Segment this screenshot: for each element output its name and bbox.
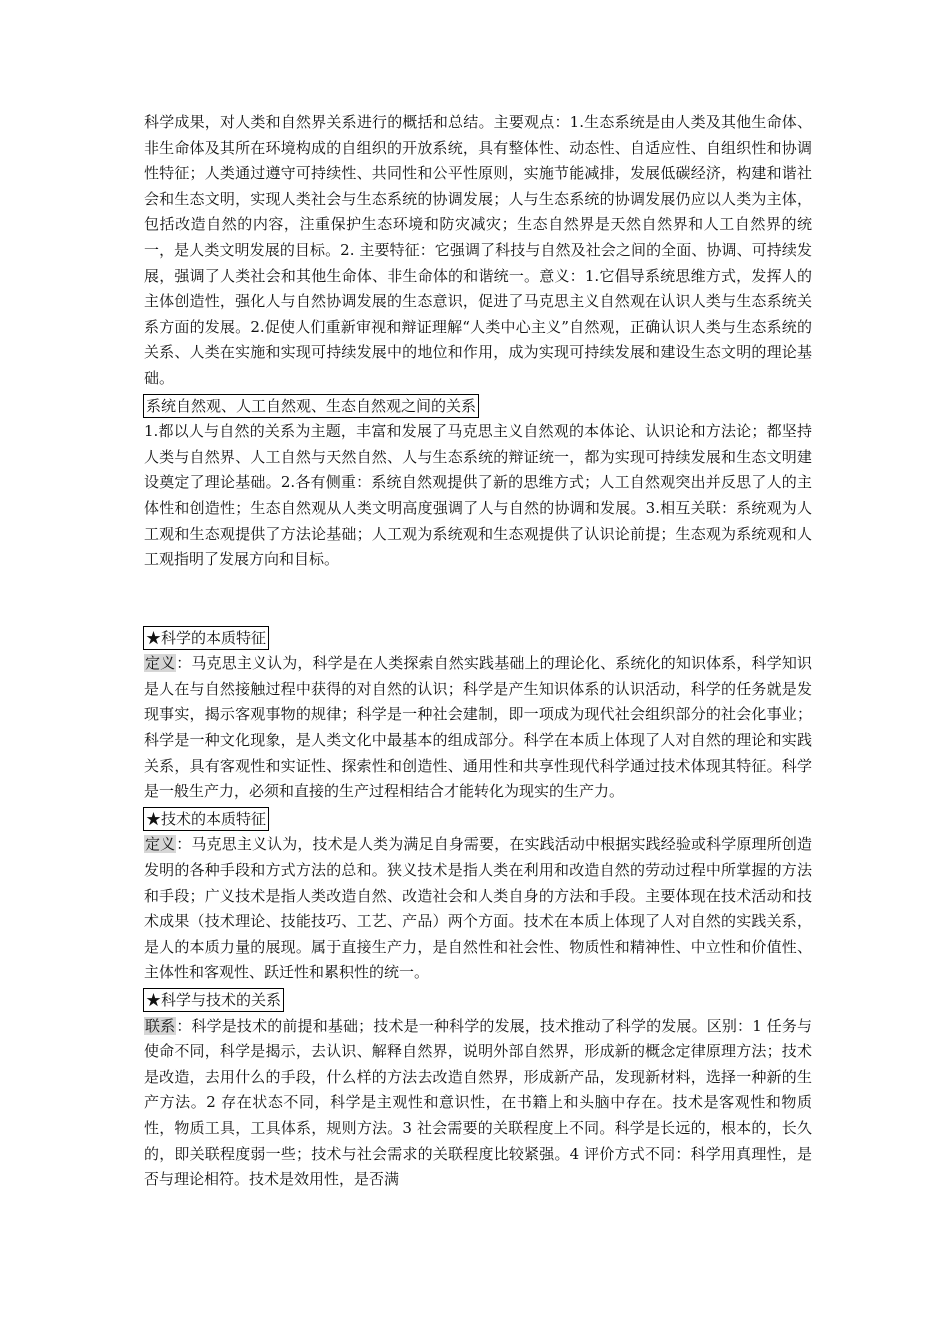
section-body-science-nature [144, 651, 812, 805]
document-page [144, 110, 812, 1193]
section-text: ：科学是技术的前提和基础；技术是一种科学的发展，技术推动了科学的发展。区别：1 任务与使命不同，科学是揭示，去认识、解释自然界，说明外部自然界，形成新的概念定律原理方法；技术是改造，去用什么的手段，什么样的方法去改造自然界，形成新产品，发现新材料，选择一种新的生产方法。2 存在状态不同，科学是主观性和意识性，在书籍上和头脑中存在。技术是客观性和物质性，物质工具，工具体系，规则方法。3 社会需要的关联程度上不同。科学是长远的，根本的，长久的，即关联程度弱一些；技术与社会需求的关联程度比较紧强。4 评价方式不同：科学用真理性，是否与理论相符。技术是效用性，是否满 [144, 1016, 812, 1189]
intro-paragraph: 科学成果，对人类和自然界关系进行的概括和总结。主要观点：1.生态系统是由人类及其他生命体、非生命体及其所在环境构成的自组织的开放系统，具有整体性、动态性、自适应性、自组织性和协调性特征；人类通过遵守可持续性、共同性和公平性原则，实施节能减排，发展低碳经济，构建和谐社会和生态文明，实现人类社会与生态系统的协调发展；人与生态系统的协调发展仍应以人类为主体，包括改造自然的内容，注重保护生态环境和防灾减灾；生态自然界是天然自然界和人工自然界的统一，是人类文明发展的目标。2. 主要特征：它强调了科技与自然及社会之间的全面、协调、可持续发展，强调了人类社会和其他生命体、非生命体的和谐统一。意义：1.它倡导系统思维方式，发挥人的主体创造性，强化人与自然协调发展的生态意识，促进了马克思主义自然观在认识人类与生态系统关系方面的发展。2.促使人们重新审视和辩证理解“人类中心主义”自然观，正确认识人类与生态系统的关系、人类在实施和实现可持续发展中的地位和作用，成为实现可持续发展和建设生态文明的理论基础。 [144, 113, 812, 387]
section-heading-nature-views: 系统自然观、人工自然观、生态自然观之间的关系 [143, 394, 479, 418]
section-heading-science-technology: ★科学与技术的关系 [143, 988, 284, 1012]
blank-space [144, 573, 812, 624]
highlight-label: 定义 [145, 835, 176, 854]
section-heading-science-nature: ★科学的本质特征 [143, 626, 269, 650]
section-text: ：马克思主义认为，技术是人类为满足自身需要，在实践活动中根据实践经验或科学原理所创造发明的各种手段和方式方法的总和。狭义技术是指人类在利用和改造自然的劳动过程中所掌握的方法和手段；广义技术是指人类改造自然、改造社会和人类自身的方法和手段。主要体现在技术活动和技术成果（技术理论、技能技巧、工艺、产品）两个方面。技术在本质上体现了人对自然的实践关系，是人的本质力量的展现。属于直接生产力，是自然性和社会性、物质性和精神性、中立性和价值性、主体性和客观性、跃迁性和累积性的统一。 [144, 835, 812, 982]
highlight-label: 联系 [145, 1016, 176, 1035]
section-body-science-technology [144, 1014, 812, 1193]
section-body-nature-views: 1.都以人与自然的关系为主题，丰富和发展了马克思主义自然观的本体论、认识论和方法论；都坚持人类与自然界、人工自然与天然自然、人与生态系统的辩证统一，都为实现可持续发展和生态文明建设奠定了理论基础。2.各有侧重：系统自然观提供了新的思维方式；人工自然观突出并反思了人的主体性和创造性；生态自然观从人类文明高度强调了人与自然的协调和发展。3.相互关联：系统观为人工观和生态观提供了方法论基础；人工观为系统观和生态观提供了认识论前提；生态观为系统观和人工观指明了发展方向和目标。 [144, 422, 812, 569]
section-body-technology-nature [144, 832, 812, 986]
section-heading-technology-nature: ★技术的本质特征 [143, 807, 269, 831]
highlight-label: 定义 [145, 654, 176, 673]
section-text: ：马克思主义认为，科学是在人类探索自然实践基础上的理论化、系统化的知识体系，科学知识是人在与自然接触过程中获得的对自然的认识；科学是产生知识体系的认识活动，科学的任务就是发现事实，揭示客观事物的规律；科学是一种社会建制，即一项成为现代社会组织部分的社会化事业；科学是一种文化现象，是人类文化中最基本的组成部分。科学在本质上体现了人对自然的理论和实践关系，具有客观性和实证性、探索性和创造性、通用性和共享性现代科学通过技术体现其特征。科学是一般生产力，必须和直接的生产过程相结合才能转化为现实的生产力。 [144, 654, 812, 801]
